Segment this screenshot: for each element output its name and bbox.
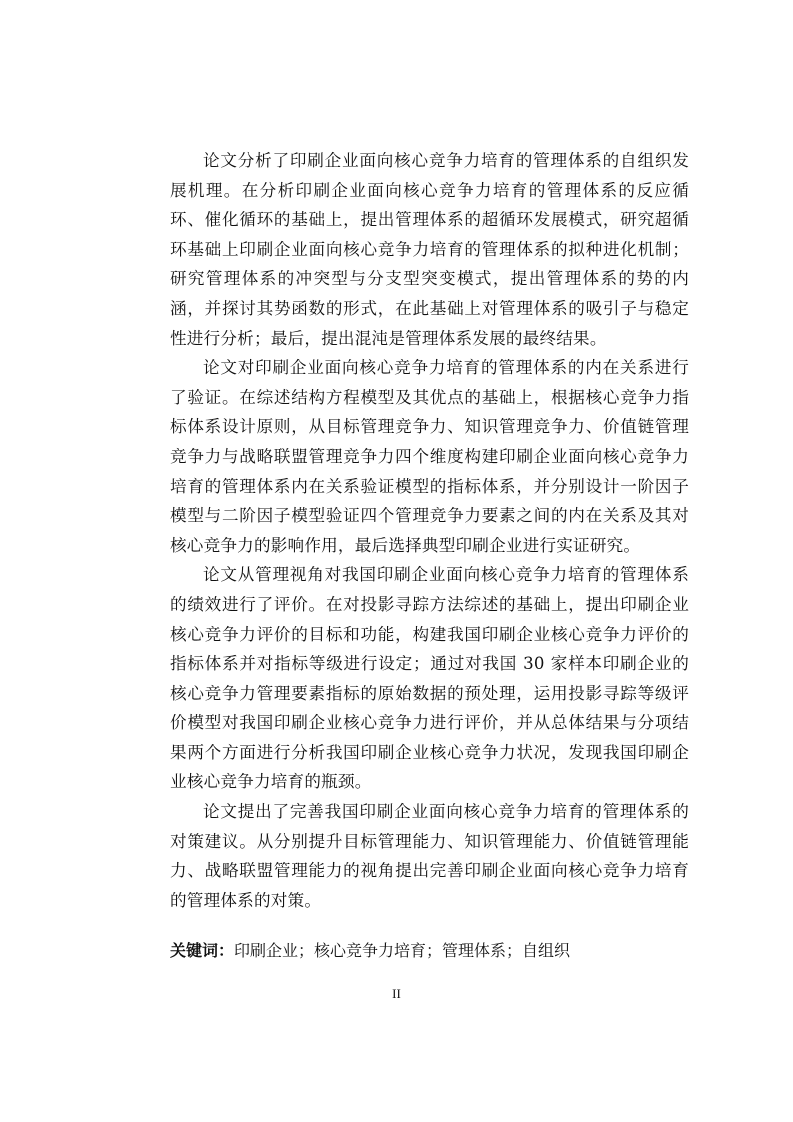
keywords-label: 关键词： bbox=[170, 941, 235, 960]
abstract-paragraph-3: 论文从管理视角对我国印刷企业面向核心竞争力培育的管理体系的绩效进行了评价。在对投影寻踪方法综述的基础上，提出印刷企业核心竞争力评价的目标和功能，构建我国印刷企业核心竞争力评价的指标体系并对指标等级进行设定；通过对我国 30 家样本印刷企业的核心竞争力管理要素指标的原始数据的预处理，运用投影寻踪等级评价模型对我国印刷企业核心竞争力进行评价，并从总体结果与分项结果两个方面进行分析我国印刷企业核心竞争力状况，发现我国印刷企业核心竞争力培育的瓶颈。 bbox=[170, 565, 689, 792]
keywords-line bbox=[170, 938, 689, 964]
keywords-text: 印刷企业；核心竞争力培育；管理体系；自组织 bbox=[234, 941, 571, 960]
abstract-paragraph-1: 论文分析了印刷企业面向核心竞争力培育的管理体系的自组织发展机理。在分析印刷企业面向核心竞争力培育的管理体系的反应循环、催化循环的基础上，提出管理体系的超循环发展模式，研究超循环基础上印刷企业面向核心竞争力培育的管理体系的拟种进化机制；研究管理体系的冲突型与分支型突变模式，提出管理体系的势的内涵，并探讨其势函数的形式，在此基础上对管理体系的吸引子与稳定性进行分析；最后，提出混沌是管理体系发展的最终结果。 bbox=[170, 151, 689, 348]
abstract-body bbox=[170, 146, 689, 915]
abstract-paragraph-2: 论文对印刷企业面向核心竞争力培育的管理体系的内在关系进行了验证。在综述结构方程模型及其优点的基础上，根据核心竞争力指标体系设计原则，从目标管理竞争力、知识管理竞争力、价值链管理竞争力与战略联盟管理竞争力四个维度构建印刷企业面向核心竞争力培育的管理体系内在关系验证模型的指标体系，并分别设计一阶因子模型与二阶因子模型验证四个管理竞争力要素之间的内在关系及其对核心竞争力的影响作用，最后选择典型印刷企业进行实证研究。 bbox=[170, 358, 689, 555]
abstract-paragraph-4: 论文提出了完善我国印刷企业面向核心竞争力培育的管理体系的对策建议。从分别提升目标管理能力、知识管理能力、价值链管理能力、战略联盟管理能力的视角提出完善印刷企业面向核心竞争力培育的管理体系的对策。 bbox=[170, 802, 689, 910]
page-number: II bbox=[392, 986, 401, 1001]
